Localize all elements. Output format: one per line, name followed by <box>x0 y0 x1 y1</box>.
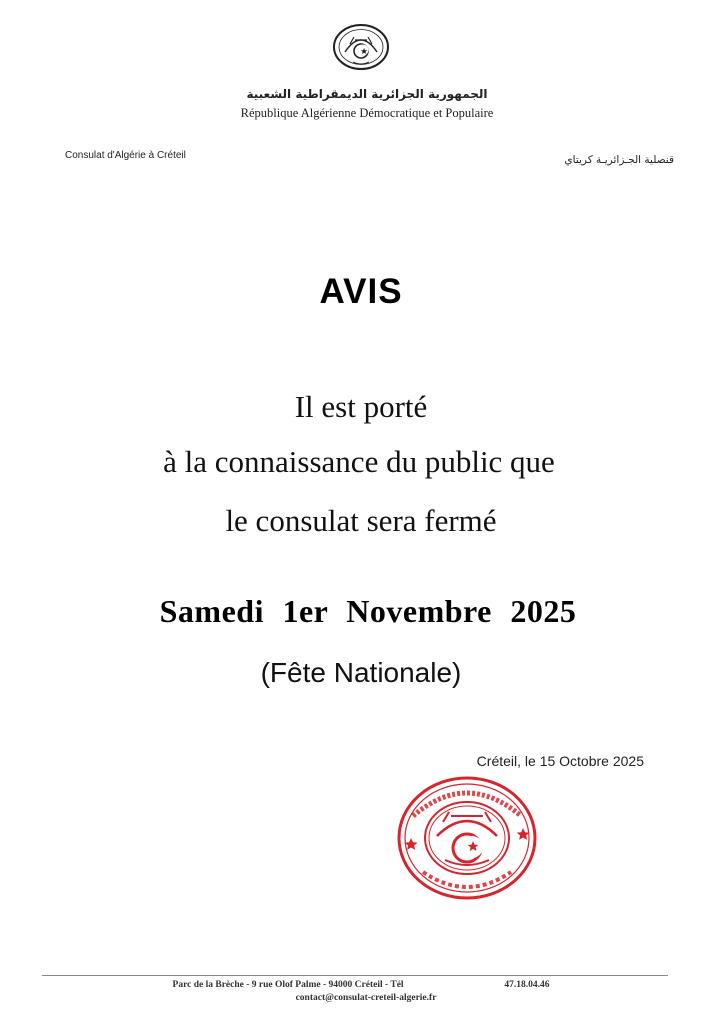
consulate-name-french: Consulat d'Algérie à Créteil <box>65 150 186 161</box>
notice-line-1: Il est porté <box>294 389 428 424</box>
algeria-emblem-icon <box>331 22 391 72</box>
consulate-name-arabic: قنصلية الجـزائريـة كريتاي <box>564 154 674 166</box>
notice-title: AVIS <box>319 272 403 311</box>
footer-phone: 47.18.04.46 <box>504 980 550 990</box>
place-and-date: Créteil, le 15 Octobre 2025 <box>476 753 644 769</box>
footer-address-line <box>0 980 722 990</box>
holiday-name: (Fête Nationale) <box>260 657 462 688</box>
closure-date: Samedi 1er Novembre 2025 <box>159 593 577 629</box>
notice-line-3: le consulat sera fermé <box>225 503 497 538</box>
country-name-arabic: الجمهورية الجزائرية الديمقراطية الشعبية <box>246 87 488 101</box>
footer-divider <box>42 975 668 976</box>
footer-email: contact@consulat-creteil-algerie.fr <box>295 993 437 1003</box>
country-name-french: République Algérienne Démocratique et Populaire <box>240 106 494 120</box>
footer-address: Parc de la Brèche - 9 rue Olof Palme - 94000 Créteil - Tél <box>172 980 404 990</box>
notice-line-2: à la connaissance du public que <box>163 444 555 479</box>
consulate-stamp-icon <box>393 772 541 904</box>
